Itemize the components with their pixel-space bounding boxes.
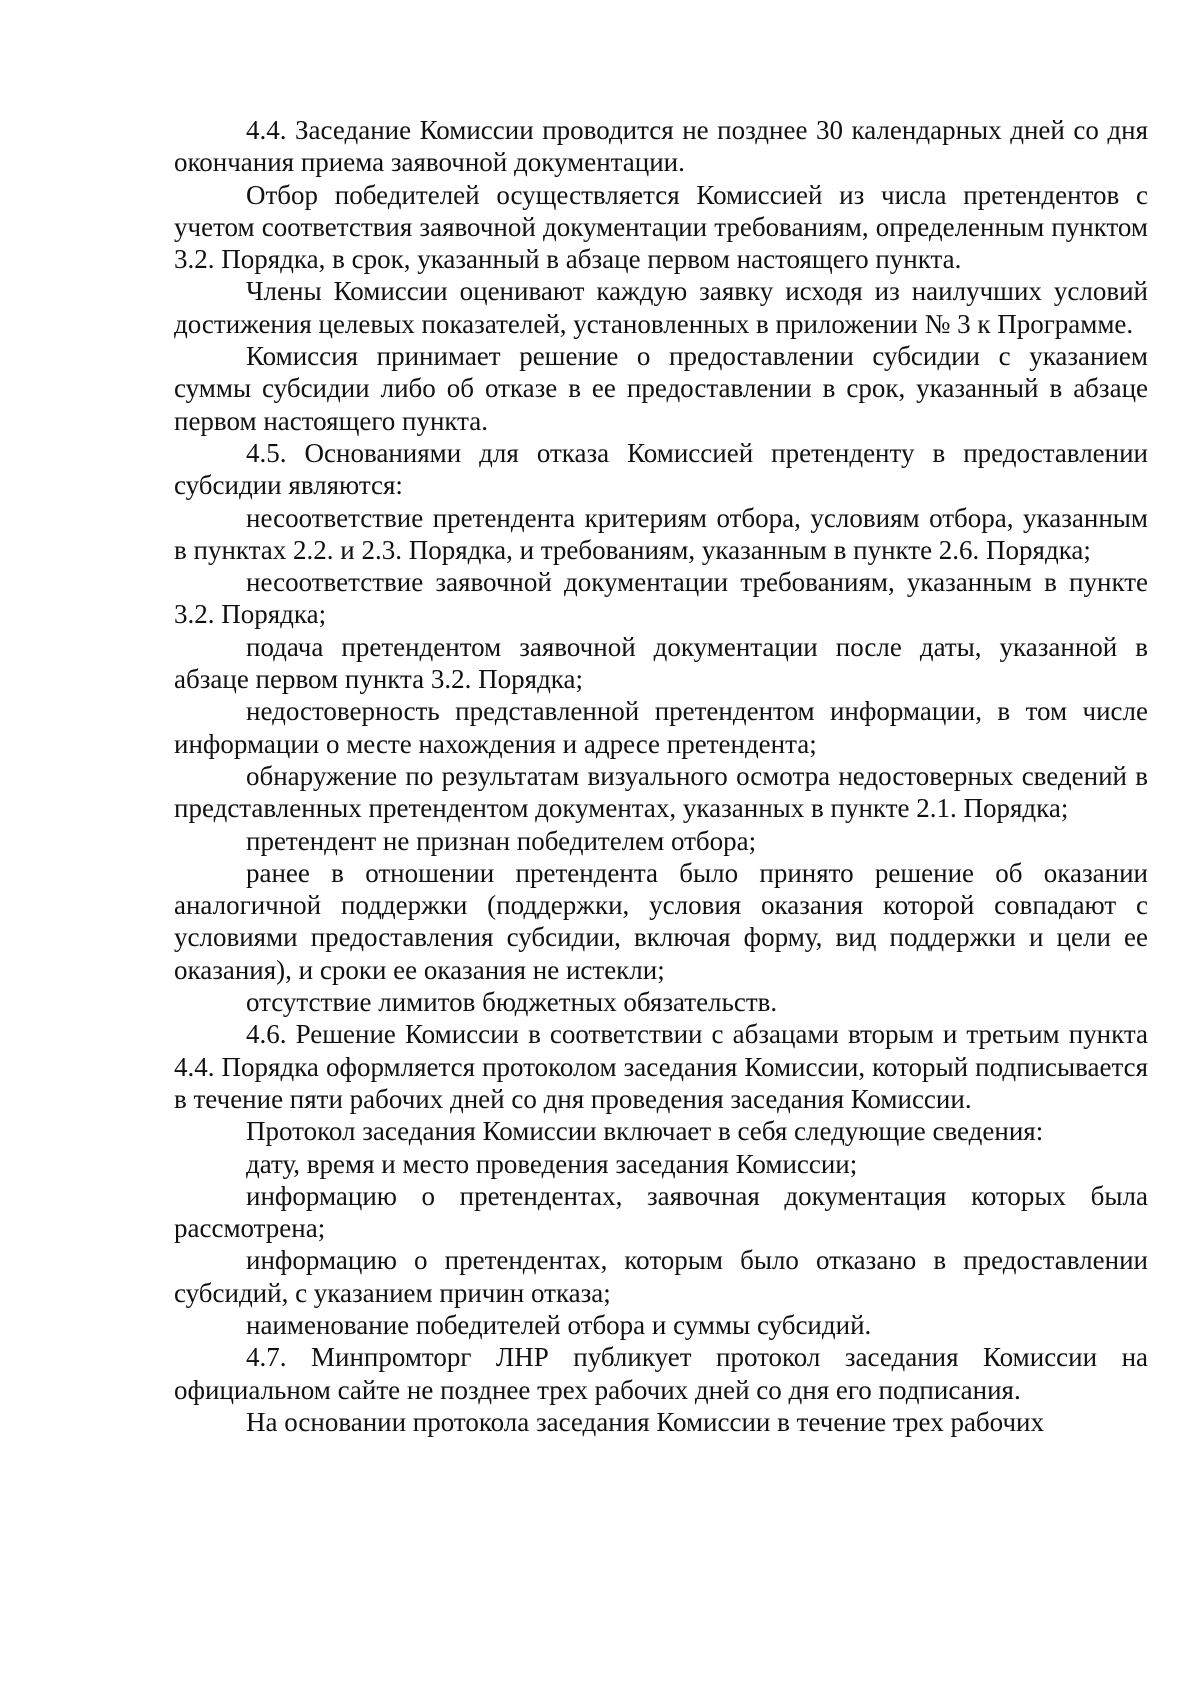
list-item-date-place: дату, время и место проведения заседания Комиссии; — [246, 1148, 858, 1179]
list-item-not-winner: претендент не признан победителем отбора; — [246, 825, 757, 856]
paragraph-continuation: На основании протокола заседания Комиссии в течение трех рабочих — [246, 1406, 1044, 1437]
list-item-prior-support: ранее в отношении претендента было принято решение об оказании аналогичной поддержки (поддержки, условия оказания которой совпадают с условиями предоставления субсидии, включая форму, вид поддержки и цели ее оказания), и сроки ее оказания не истекли; — [174, 857, 1148, 985]
list-item-documentation: несоответствие заявочной документации требованиям, указанным в пункте 3.2. Порядка; — [174, 567, 1148, 630]
paragraph-protocol-contents: Протокол заседания Комиссии включает в себя следующие сведения: — [246, 1116, 1044, 1147]
paragraph-4-7: 4.7. Минпромторг ЛНР публикует протокол заседания Комиссии на официальном сайте не позднее трех рабочих дней со дня его подписания. — [174, 1342, 1148, 1405]
list-item-inspection: обнаружение по результатам визуального осмотра недостоверных сведений в представленных претендентом документах, указанных в пункте 2.1. Порядка; — [174, 760, 1148, 824]
list-item-no-limits: отсутствие лимитов бюджетных обязательств. — [246, 987, 778, 1018]
paragraph-4-5: 4.5. Основаниями для отказа Комиссией претенденту в предоставлении субсидии являются: — [174, 437, 1148, 501]
list-item-reviewed-applicants: информацию о претендентах, заявочная документация которых была рассмотрена; — [174, 1180, 1148, 1244]
list-item-unreliable-info: недостоверность представленной претендентом информации, в том числе информации о месте нахождения и адресе претендента; — [174, 696, 1148, 759]
document-body — [174, 114, 1148, 1438]
paragraph-4-4: 4.4. Заседание Комиссии проводится не позднее 30 календарных дней со дня окончания приема заявочной документации. — [174, 115, 1148, 178]
paragraph-4-6: 4.6. Решение Комиссии в соответствии с абзацами вторым и третьим пункта 4.4. Порядка оформляется протоколом заседания Комиссии, который подписывается в течение пяти рабочих дней со дня проведения заседания Комиссии. — [174, 1019, 1148, 1114]
list-item-winners: наименование победителей отбора и суммы субсидий. — [246, 1309, 872, 1340]
list-item-refused-applicants: информацию о претендентах, которым было отказано в предоставлении субсидий, с указанием причин отказа; — [174, 1245, 1148, 1308]
paragraph-evaluation: Члены Комиссии оценивают каждую заявку исходя из наилучших условий достижения целевых показателей, установленных в приложении № 3 к Программе. — [174, 276, 1148, 339]
list-item-late-submission: подача претендентом заявочной документации после даты, указанной в абзаце первом пункта 3.2. Порядка; — [174, 631, 1148, 695]
paragraph-selection: Отбор победителей осуществляется Комиссией из числа претендентов с учетом соответствия заявочной документации требованиям, определенным пунктом 3.2. Порядка, в срок, указанный в абзаце первом настоящего пункта. — [174, 179, 1148, 275]
list-item-criteria: несоответствие претендента критериям отбора, условиям отбора, указанным в пунктах 2.2. и 2.3. Порядка, и требованиям, указанным в пункте 2.6. Порядка; — [174, 502, 1148, 565]
paragraph-decision: Комиссия принимает решение о предоставлении субсидии с указанием суммы субсидии либо об отказе в ее предоставлении в срок, указанный в абзаце первом настоящего пункта. — [174, 341, 1148, 436]
